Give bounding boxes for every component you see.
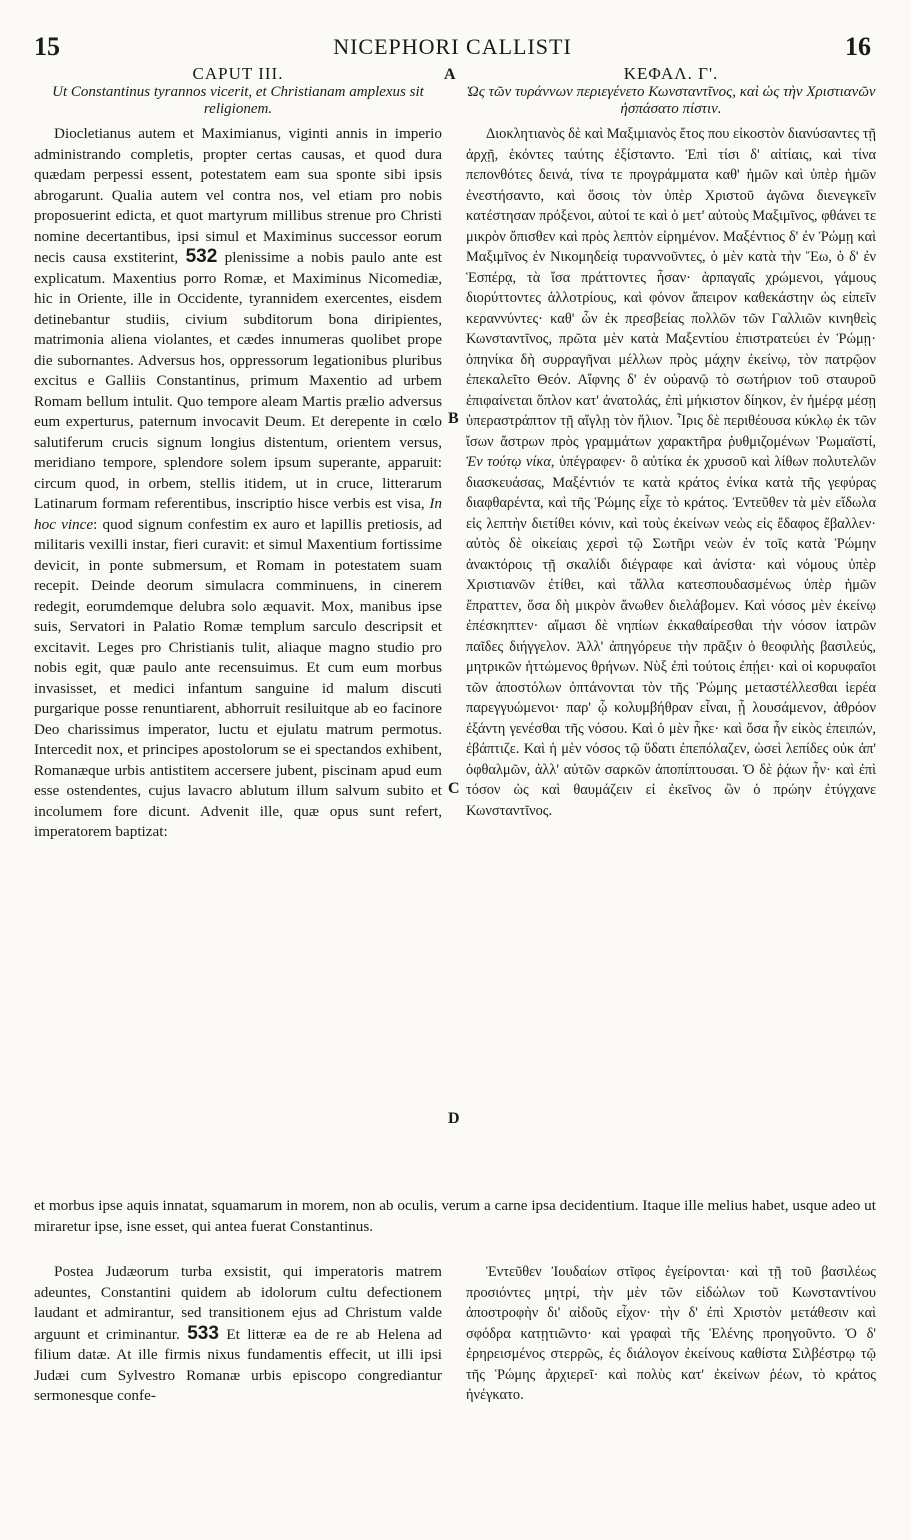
latin-text-c: : quod signum confestim ex auro et lapillis pretiosis, ad militaris vexilli instar, fieri curavit: et simul Maxentium fortissime devicit, in ponte submersum, et Romam in potestatem suam recepit. Deinde deorum simulacra comminuens, in cinerem redegit, eorumdemque delubra solo æquavit. Mox, manibus ipse suis, Servatori in Palatio Romæ templum sarculo descripsit et excitavit. Leges pro Christianis tulit, aliaque magno studio pro nobis egit, quæ paulo ante recensuimus. Et cum eum morbus invasisset, et medici infantum sanguine id malum discuti purgarique posse renuntiarent, abhorruit resiluitque ab eo facinore Deo charissimus imperator, luctu et ejulatu matrum permotus. Intercedit nox, et principes apostolorum se ei spectandos exhibent, Romanæque urbis antistitem accersere jubent, piscinam apud eum esse ostendentes, cujus lavacro ablutum illum salvum subito et incolumem fore dicunt. Advenit ille, quæ opus sunt refert, imperatorem baptizat: [34, 515, 442, 840]
page-number-left: 15 [34, 32, 60, 61]
latin-text-e: Et litteræ ea de re ab Helena ad filium datæ. At ille firmis nixus fundamentis effecit, ut illi ipsi Judæi cum Sylvestro Romanæ urbis episcopo congrediantur sermonesque confe- [34, 1325, 442, 1404]
running-header [34, 32, 871, 62]
greek-paragraph [466, 124, 876, 821]
greek-column [466, 64, 876, 821]
greek-text-b: , ὑπέγραφεν· ὃ αὐτίκα ἐκ χρυσοῦ καὶ λίθων πολυτελῶν διασκευάσας, Μαξέντιόν τε κατὰ κράτος ἐνίκα κατὰ τῆς γεφύρας διαφθαρέντα, καὶ τῆς Ῥώμης εἶχε τὸ κράτος. Ἐντεῦθεν τὰ μὲν εἴδωλα εἰς λεπτὴν διετίθει κόνιν, καὶ τοὺς ἐκείνων νεὼς εἰς ἔδαφος ἔβαλλεν· αὐτὸς δὲ οἰκείαις χερσὶ τῷ Σωτῆρι νεὼν ἐν τοῖς κατὰ Ῥώμην ἀνακτόροις τῇ σκαλίδι διέγραφε καὶ ἀνίστα· καὶ νόμους ὑπὲρ Χριστιανῶν ἐτίθει, καὶ τἄλλα κατεσπουδασμένως ὑπὲρ ἡμῶν ἔπραττεν, ὅσα δὴ μικρὸν ἄνωθεν διελάβομεν. Καὶ νόσος μὲν ἐκείνῳ ἐπέσκηπτεν· αἵμασι δὲ νηπίων ἐκκαθαίρεσθαι τὴν νόσον ἰατρῶν παῖδες διήγγελον. Ἀλλ' ἀπηγόρευε τὴν πρᾶξιν ὁ θεοφιλὴς βασιλεύς, μητρικῶν ἡττώμενος θρήνων. Νὺξ ἐπὶ τούτοις ἐπῄει· καὶ οἱ κορυφαῖοι τῶν ἀποστόλων ὀπτάνονται τὸν τῆς Ῥώμης μεταστέλλεσθαι ἱερέα παρεγγυώμενοι· παρ' ᾧ κολυμβήθραν εἶναι, ᾗ λουσάμενον, ἀθρόον ἐξάντη γενέσθαι τῆς νόσου. Καὶ ὁ μὲν ἧκε· καὶ ὅσα ἦν εἰκὸς ἐπειπών, ἐβάπτιζε. Καὶ ἡ μὲν νόσος τῷ ὕδατι ἐπεπόλαζεν, ὡσεὶ λεπίδες οὐκ ἀπ' ὀφθαλμῶν, ἀλλ' αὐτῶν σαρκῶν ἀποπίπτουσαι. Ὁ δὲ ῥᾴων ἦν· καὶ ἐπὶ τόσον ὡς καὶ θαυμάζειν εἰ ἐκεῖνος ὢν ὁ πρώην ἐτύγχανε Κωνσταντῖνος. [466, 454, 876, 819]
greek-chapter-title: ΚΕΦΑΛ. Γ'. [623, 64, 719, 83]
latin-column-lower [34, 1262, 442, 1407]
latin-column [34, 64, 442, 843]
latin-text-d: Postea Judæorum turba exsistit, qui imperatoris matrem adeuntes, Constantini quidem ab idolorum cultu defectionem laudant et admirantur, sed transitionem ejus ad Christum valde arguunt et criminantur. [34, 1263, 442, 1343]
greek-chapter-heading: Ὡς τῶν τυράννων περιεγένετο Κωνσταντῖνος, καὶ ὡς τὴν Χριστιανῶν ἠσπάσατο πίστιν. [466, 84, 876, 117]
margin-letter-b: B [448, 410, 459, 427]
column-reference-533: 533 [187, 1322, 219, 1344]
latin-motto: In hoc vince [34, 495, 442, 533]
greek-text-a: Διοκλητιανὸς δὲ καὶ Μαξιμιανὸς ἔτος που εἰκοστὸν διανύσαντες τῇ ἀρχῇ, ἑκόντες ταύτης ἐξίσταντο. Ἐπὶ τίσι δ' αἰτίαις, καὶ τίνα πεπονθότες δεινά, τίνα τε προγράμματα καθ' ἡμῶν καὶ ὑπὲρ ἡμῶν ἐνεστήσαντο, καὶ ὅσοις τὸν ὑπὲρ Χριστοῦ ἀγῶνα διενεγκεῖν κατέστησαν πρόξενοι, αὐτοί τε καὶ ὁ μετ' αὐτοὺς Μαξιμῖνος, φθάνει τε μικρὸν ὄπισθεν καὶ πρὸς λεπτὸν εἰρημένον. Μαξέντιος δ' ἐν Ῥώμῃ καὶ Μαξιμῖνος ἐν Νικομηδείᾳ τυραννοῦντες, ὁ μὲν κατὰ τὴν Ἕω, ὁ δ' ἐν Ἑσπέρᾳ, τὰ ἴσα πράττοντες ἦσαν· ἁρπαγαῖς χρώμενοι, γάμους διορύττοντες ἀλλοτρίους, καὶ φόνον ἄπειρον καθεκάστην ὡς εἰπεῖν κεραννύντες· καθ' ὧν ἐκ πρεσβείας πολλῶν τῶν Γαλλιῶν κινηθεὶς Κωνσταντῖνος, πρῶτα μὲν κατὰ Μαξεντίου ἐπιστρατεύει ἐν Ῥώμῃ· ὁπηνίκα δὴ συρραγῆναι μέλλων πρὸς μάχην ἐκείνῳ, τὸν πατρῷον ἐπεκαλεῖτο Θεόν. Αἴφνης δ' ἐν οὐρανῷ τὸ σωτήριον τοῦ σταυροῦ ἐπιφαίνεται ὅπλον κατ' ἀνατολάς, ἐπὶ μήκιστον δίηκον, ἐν ἡμέρᾳ μέσῃ ὑπεραστράπτον τῇ αἴγλῃ τὸν ἥλιον. Ἶρις δὲ περιθέουσα κύκλῳ ἐκ τῶν ἴσων ἄστρων πρὸς γραμμάτων χαρακτῆρα ῥυθμιζομένων Ῥωμαϊστί, [466, 126, 876, 450]
latin-paragraph-2 [34, 1262, 442, 1407]
greek-column-lower [466, 1262, 876, 1406]
column-reference-532: 532 [185, 246, 218, 267]
latin-chapter-title: CAPUT III. [192, 64, 284, 83]
margin-letter-d: D [448, 1110, 460, 1127]
latin-chapter-heading: Ut Constantinus tyrannos vicerit, et Christianam amplexus sit religionem. [52, 84, 424, 117]
page-number-right: 16 [845, 32, 871, 61]
latin-text-a: Diocletianus autem et Maximianus, viginti annis in imperio administrando completis, propter certas causas, et quod dura quædam perpessi essent, potestatem eam sua sponte sibi ipsis abrogarunt. Qualia autem vel contra nos, vel etiam pro nobis proposuerint edicta, et quot martyrum millibus strenue pro Christi nomine decertantibus, ipsi simul et Maximinus successor eorum necis causa exstiterint, [34, 125, 442, 266]
greek-motto: Ἐν τούτῳ νίκα [466, 454, 551, 470]
margin-letter-a: A [444, 66, 456, 83]
margin-letter-c: C [448, 780, 460, 797]
latin-continuation-text: et morbus ipse aquis innatat, squamarum in morem, non ab oculis, verum a carne ipsa decidentium. Itaque ille melius habet, usque adeo ut miraretur ipse, isne esset, qui antea fuerat Constantinus. [34, 1197, 876, 1235]
running-title: NICEPHORI CALLISTI [333, 34, 572, 59]
latin-paragraph [34, 124, 442, 843]
latin-full-width-continuation [34, 1196, 876, 1237]
latin-text-b: plenissime a nobis paulo ante est explicatum. Maxentius porro Romæ, et Maximinus Nicomediæ, hic in Oriente, ille in Occidente, tyrannidem exercentes, eisdem detinebantur studiis, civium subditorum bona diripientes, matrimonia aliena violantes, et cædes innumeras quolibet prope die subornantes. Adversus hos, oppressorum legationibus pluribus excitus e Galliis Constantinus, primum Maxentio ad urbem Romam bellum intulit. Quo tempore aleam Martis prælio adversus eum experturus, paternum invocavit Deum. Et derepente in cœlo salutiferum crucis signum longius distentum, orientem versus, meridiano tempore, splendore solem ipsum superante, apparuit: circum quod, in orbem, stellis itidem, ut in cruce, litterarum Latinarum formam referentibus, inscriptio hisce verbis est visa, [34, 249, 443, 512]
greek-paragraph-2: Ἐντεῦθεν Ἰουδαίων στῖφος ἐγείρονται· καὶ τῇ τοῦ βασιλέως προσιόντες μητρί, τὴν μὲν τῶν εἰδώλων τοῦ Κωνσταντίνου ἀποστροφὴν δι' αἰδοῦς εἶχον· τὴν δ' ἐπὶ Χριστὸν μετάθεσιν καὶ σφόδρα κατῃτιῶντο· καὶ γραφαὶ τῆς Ἑλένης προηγοῦντο. Ὁ δ' ἐρηρεισμένος στερρῶς, ἐς διάλογον ἐκείνους καθίστα Σιλβέστρῳ τῷ τῆς Ῥώμης ἀρχιερεῖ· καὶ πολὺς κατ' ἐκείνων ῥέων, τὸ κράτος ἠνέγκατο. [466, 1264, 876, 1403]
